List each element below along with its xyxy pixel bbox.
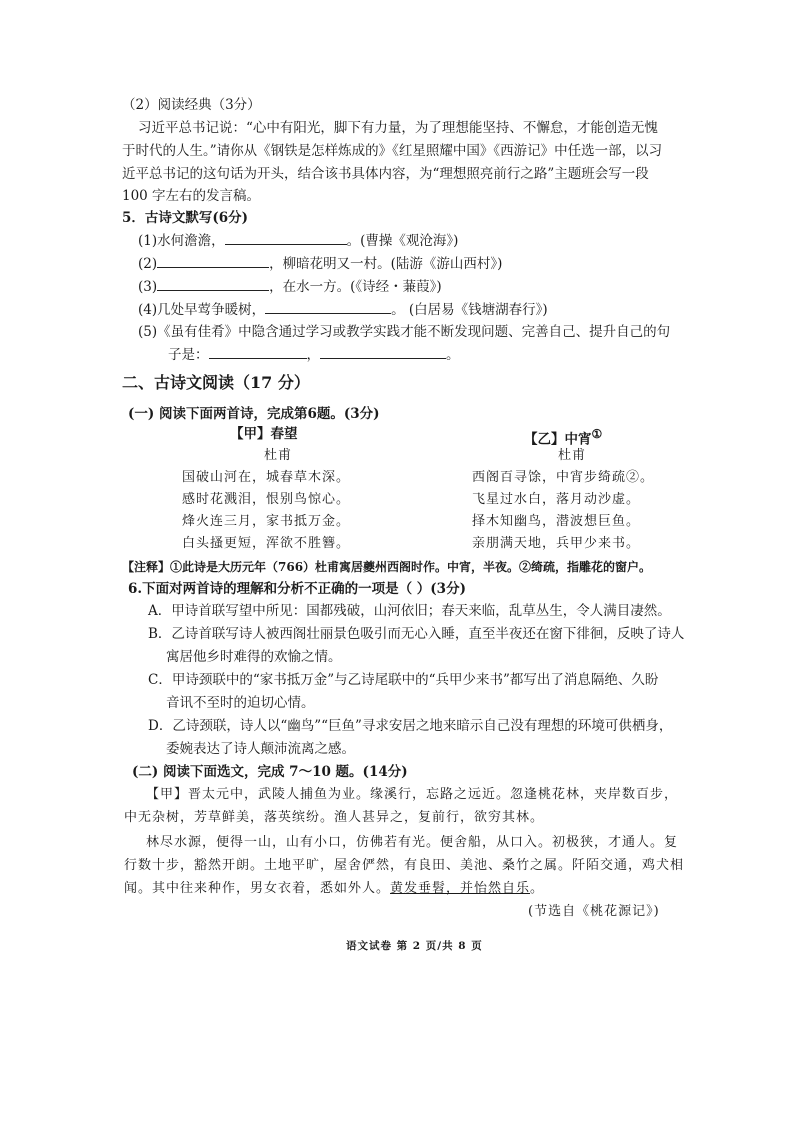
q4-2-line3: 近平总书记的这句话为开头，结合该书具体内容，为“理想照亮前行之路”主题班会写一段 (122, 166, 649, 182)
answer-blank[interactable] (209, 344, 307, 359)
q5-item-2-post: ，柳暗花明又一村。(陆游《游山西村》) (269, 256, 503, 272)
q4-2-line4: 100 字左右的发言稿。 (122, 188, 261, 204)
q5-item-4-post: 。 (白居易《钱塘湖春行》) (391, 302, 548, 318)
poem-a-title: 【甲】春望 (230, 426, 298, 442)
poem-a-author: 杜甫 (264, 448, 293, 463)
poem-a-line: 白头搔更短，浑欲不胜簪。 (182, 536, 351, 551)
q5-item-1-pre: (1)水何澹澹， (138, 233, 225, 249)
q6-option-b[interactable]: B．乙诗首联写诗人被西阁壮丽景色吸引而无心入睡，直至半夜还在窗下徘徊，反映了诗人 (148, 626, 685, 642)
q5-item-3-post: ，在水一方。(《诗经・蒹葭》) (269, 279, 442, 295)
section-title: 二、古诗文阅读（17 分） (122, 373, 310, 392)
footnote-marker: ① (591, 427, 603, 441)
q6-option-d-cont: 委婉表达了诗人颠沛流离之感。 (166, 741, 355, 757)
poem-a-line: 国破山河在，城春草木深。 (182, 470, 351, 485)
q4-2-heading: （2）阅读经典（3分） (122, 97, 261, 113)
answer-blank[interactable] (225, 230, 347, 245)
q5-item-2-pre: (2) (138, 256, 158, 272)
passage-text: 。 (530, 881, 545, 896)
poem-b-line: 亲朋满天地，兵甲少来书。 (472, 536, 641, 551)
q6-option-a[interactable]: A．甲诗首联写望中所见：国都残破，山河依旧；春天来临，乱草丛生，令人满目凄然。 (148, 603, 671, 619)
q5-item-5-line2 (168, 344, 460, 365)
q5-item-5-mid: ， (306, 347, 320, 363)
q4-2-line2: 于时代的人生。”请你从《钢铁是怎样炼成的》《红星照耀中国》《西游记》中任选一部，以习 (122, 143, 663, 159)
q5-item-2 (138, 253, 502, 274)
subsection-1-heading: (一) 阅读下面两首诗，完成第6题。(3分) (128, 406, 380, 422)
underlined-sentence: 黄发垂髫，并怡然自乐 (390, 881, 531, 896)
q5-item-5-pre: 子是： (168, 347, 209, 363)
q4-2-line1: 习近平总书记说：“心中有阳光，脚下有力量，为了理想能坚持、不懈怠，才能创造无愧 (138, 120, 658, 136)
q5-heading: 5．古诗文默写(6分) (122, 210, 249, 226)
answer-blank[interactable] (157, 253, 269, 268)
q5-item-4-pre: (4)几处早莺争暖树， (138, 302, 266, 318)
poem-b-author: 杜甫 (558, 448, 587, 463)
passage-text: 闻。其中往来种作，男女衣着，悉如外人。 (124, 881, 391, 896)
poem-b-line: 飞星过水白，落月动沙虚。 (472, 492, 641, 507)
poem-a-line: 感时花溅泪，恨别鸟惊心。 (182, 492, 351, 507)
q5-item-1 (138, 230, 458, 251)
q6-option-c[interactable]: C．甲诗颈联中的“家书抵万金”与乙诗尾联中的“兵甲少来书”都写出了消息隔绝、久盼 (148, 672, 659, 688)
q5-item-1-post: 。(曹操《观沧海》) (346, 233, 459, 249)
subsection-2-heading: (二) 阅读下面选文，完成 7～10 题。(14分) (132, 764, 408, 780)
q5-item-3 (138, 276, 442, 297)
passage-source: (节选自《桃花源记》) (528, 904, 660, 919)
q5-item-4 (138, 299, 548, 320)
poem-a-line: 烽火连三月，家书抵万金。 (182, 514, 351, 529)
q5-item-5-line1: (5)《虽有佳肴》中隐含通过学习或教学实践才能不断发现问题、完善自己、提升自己的句 (138, 324, 671, 340)
q6-option-c-cont: 音讯不至时的迫切心情。 (166, 695, 315, 711)
page-footer: 语文试卷 第 2 页/共 8 页 (346, 940, 483, 952)
passage-line: 林尽水源，便得一山，山有小口，仿佛若有光。便舍船，从口入。初极狭，才通人。复 (146, 835, 679, 850)
q5-item-5-post: 。 (446, 347, 460, 363)
poem-b-title-text: 【乙】中宵 (524, 431, 592, 448)
answer-blank[interactable] (157, 276, 269, 291)
poem-b-line: 择木知幽鸟，潜波想巨鱼。 (472, 514, 641, 529)
answer-blank[interactable] (265, 299, 391, 314)
q6-stem: 6.下面对两首诗的理解和分析不正确的一项是（ ）(3分) (128, 581, 466, 597)
passage-line: 中无杂树，芳草鲜美，落英缤纷。渔人甚异之，复前行，欲穷其林。 (124, 810, 545, 825)
answer-blank[interactable] (320, 344, 446, 359)
passage-line: 行数十步，豁然开朗。土地平旷，屋舍俨然，有良田、美池、桑竹之属。阡陌交通，鸡犬相 (124, 858, 685, 873)
passage-line: 【甲】晋太元中，武陵人捕鱼为业。缘溪行，忘路之远近。忽逢桃花林，夹岸数百步， (146, 787, 679, 802)
q6-option-b-cont: 寓居他乡时难得的欢愉之情。 (166, 649, 342, 665)
passage-line (124, 879, 544, 899)
q5-item-3-pre: (3) (138, 279, 158, 295)
q6-option-d[interactable]: D．乙诗颈联，诗人以“幽鸟”“巨鱼”寻求安居之地来暗示自己没有理想的环境可供栖身， (148, 718, 673, 734)
poem-b-line: 西阁百寻馀，中宵步绮疏②。 (472, 470, 655, 485)
poem-annotation: 【注释】①此诗是大历元年（766）杜甫寓居夔州西阁时作。中宵，半夜。②绮疏，指雕花的窗户。 (122, 560, 652, 574)
